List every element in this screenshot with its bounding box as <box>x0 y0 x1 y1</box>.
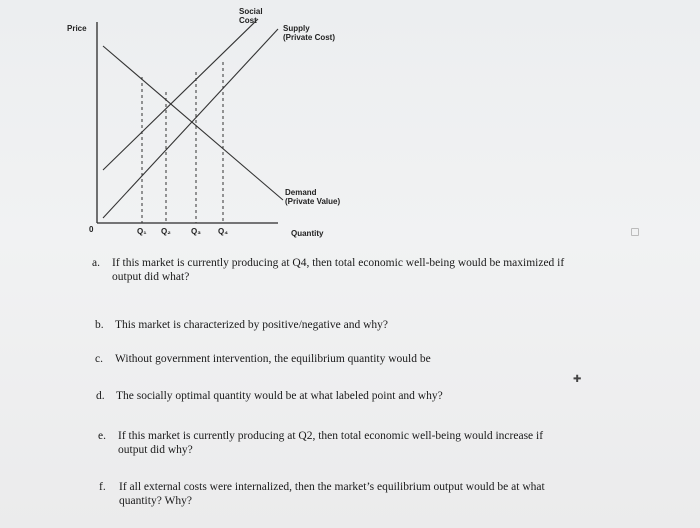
tick-q4: Q₄ <box>218 227 229 236</box>
supply-label: Supply (Private Cost) <box>283 24 336 42</box>
tick-q3: Q₃ <box>191 227 201 236</box>
demand-curve <box>103 46 283 200</box>
social-cost-label: Social Cost <box>239 7 263 25</box>
x-axis-label: Quantity <box>291 229 324 238</box>
tick-q1: Q₁ <box>137 227 147 236</box>
question-f: f. If all external costs were internalized, then the market’s equilibrium output would be at what quantity? Why? <box>99 481 545 507</box>
question-b: b. This market is characterized by positive/negative and why? <box>95 319 389 331</box>
question-c: c. Without government intervention, the equilibrium quantity would be <box>95 353 431 365</box>
y-axis-label: Price <box>67 24 87 33</box>
question-d: d. The socially optimal quantity would be at what labeled point and why? <box>96 390 443 402</box>
origin-label: 0 <box>89 225 94 234</box>
square-icon <box>631 228 639 236</box>
social-cost-curve <box>103 19 258 170</box>
demand-label: Demand (Private Value) <box>285 188 341 206</box>
question-e: e. If this market is currently producing at Q2, then total economic well-being would increase if output did why? <box>98 430 544 456</box>
supply-curve <box>103 29 278 218</box>
tick-q2: Q₂ <box>161 227 171 236</box>
cursor-icon: ✚ <box>573 374 582 385</box>
question-a: a. If this market is currently producing at Q4, then total economic well-being would be maximized if output did what? <box>92 257 565 283</box>
